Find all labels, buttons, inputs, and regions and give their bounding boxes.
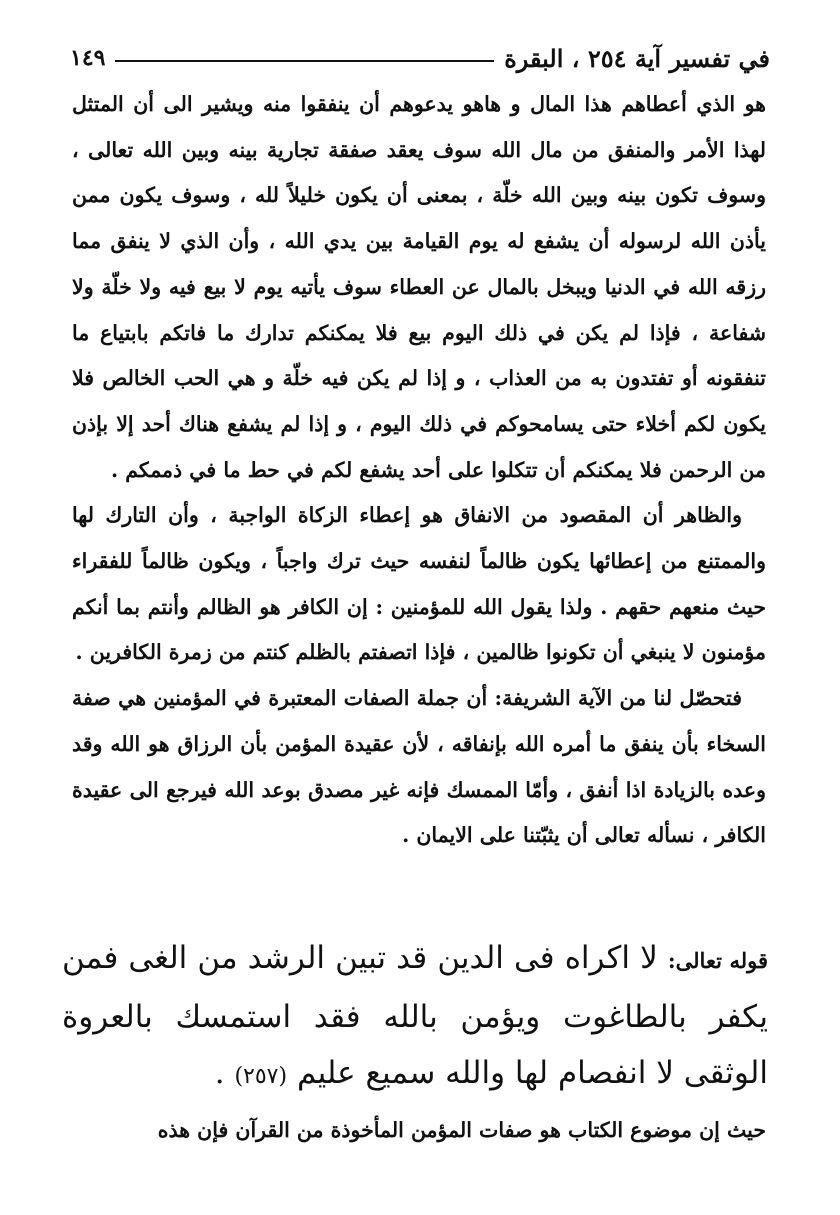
paragraph: فتحصّل لنا من الآية الشريفة: أن جملة الصفات المعتبرة في المؤمنين هي صفة السخاء بأن ينفق ما أمره الله بإنفاقه ، لأن عقيدة المؤمن بأن الرزاق هو الله وقد وعده بالزيادة اذا أنفق ، وأمّا الممسك فإنه غير مصدق بوعد الله فيرجع الى عقيدة الكافر ، نسأله تعالى أن يثبّتنا على الايمان . — [72, 686, 766, 848]
paragraph: والظاهر أن المقصود من الانفاق هو إعطاء الزكاة الواجبة ، وأن التارك لها والممتنع من إعطائها يكون ظالماً لنفسه حيث ترك واجباً ، ويكون ظالماً للفقراء حيث منعهم حقهم . ولذا يقول الله للمؤمنين : إن الكافر هو الظالم وأنتم بما أنكم مؤمنون لا ينبغي أن تكونوا ظالمين ، فإذا اتصفتم بالظلم كنتم من زمرة الكافرين . — [72, 503, 766, 665]
verse-intro: قوله تعالى: — [667, 948, 769, 973]
header-rule — [115, 60, 494, 62]
page-header — [70, 40, 770, 76]
page-number: ١٤٩ — [70, 45, 106, 71]
paragraph: هو الذي أعطاهم هذا المال و هاهو يدعوهم أن ينفقوا منه ويشير الى أن المتثل لهذا الأمر والمنفق من مال الله سوف يعقد صفقة تجارية بينه وبين الله تعالى ، وسوف تكون بينه وبين الله خلّة ، بمعنى أن يكون خليلاً لله ، وسوف يكون ممن يأذن الله لرسوله أن يشفع له يوم القيامة بين يدي الله ، وأن الذي لا ينفق مما رزقه الله في الدنيا ويبخل بالمال عن العطاء سوف يأتيه يوم لا بيع فيه ولا خلّة ولا شفاعة ، فإذا لم يكن في ذلك اليوم بيع فلا يمكنكم تدارك ما فاتكم بابتياع ما تنفقونه أو تفتدون به من العذاب ، و إذا لم يكن فيه خلّة و هي الحب الخالص فلا يكون لكم أخلاء حتى يسامحوكم في ذلك اليوم ، و إذا لم يشفع هناك أحد إلا بإذن من الرحمن فلا يمكنكم أن تتكلوا على أحد يشفع لكم في حط ما في ذممكم . — [72, 92, 766, 482]
verse-text: لا اكراه فى الدين قد تبين الرشد من الغى فمن يكفر بالطاغوت ويؤمن بالله فقد استمسك بالعروة الوثقى لا انفصام لها والله سميع عليم — [62, 940, 768, 1091]
verse-number: (٢٥٧) — [234, 1064, 288, 1089]
verse-end: . — [214, 1055, 225, 1091]
body-text — [72, 82, 766, 859]
running-title: في تفسير آية ٢٥٤ ، البقرة — [504, 43, 770, 73]
quran-verse — [62, 930, 768, 1105]
continuation-line: حيث إن موضوع الكتاب هو صفات المؤمن المأخوذة من القرآن فإن هذه — [157, 1118, 766, 1142]
